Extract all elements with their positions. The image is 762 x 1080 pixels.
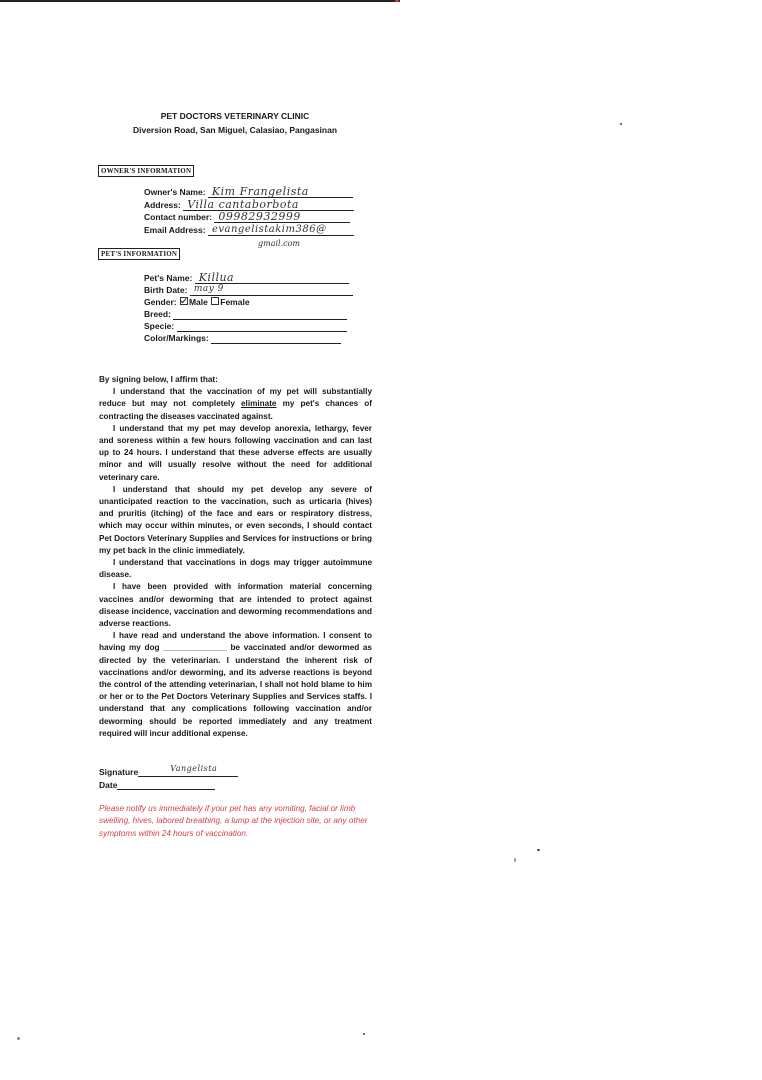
contact-field (144, 212, 350, 223)
email-field (144, 225, 354, 236)
gender-female-label: Female (220, 297, 250, 307)
scan-speck (17, 1037, 20, 1040)
affirmation-paragraph-1 (99, 386, 372, 423)
birth-date-value: may 9 (193, 284, 224, 294)
pet-name-label: Pet's Name: (144, 273, 193, 283)
p6-text-a: I have read and understand the above information. I consent to having my dog (99, 631, 372, 653)
date-line[interactable] (117, 780, 215, 790)
birth-date-field (144, 285, 353, 296)
affirmation-paragraph-2: I understand that my pet may develop anorexia, lethargy, fever and soreness within a few hours following vaccination and can last up to 24 hours. I understand that these adverse effects are usually minor and will usually resolve without the need for additional veterinary care. (99, 423, 372, 482)
affirmation-paragraph-3: I understand that should my pet develop any severe of unanticipated reaction to the vaccination, such as urticaria (hives) and pruritis (itching) of the face and ears or respiratory distress, which may occur within minutes, or even seconds, I should contact Pet Doctors Veterinary Supplies and Services for instructions or bring my pet back in the clinic immediately. (99, 484, 372, 555)
contact-value: 09982932999 (218, 210, 301, 223)
clinic-address: Diversion Road, San Miguel, Calasiao, Pangasinan (132, 125, 338, 135)
specie-line[interactable] (177, 322, 347, 332)
specie-label: Specie: (144, 321, 175, 331)
pet-name-value: Killua (198, 271, 235, 284)
owner-name-label: Owner's Name: (144, 187, 206, 197)
address-value: Villa cantaborbota (187, 198, 299, 211)
affirmation-body (99, 374, 372, 740)
p1-text-b: my pet's chances of contracting the diseases vaccinated against. (99, 399, 373, 421)
signature-line[interactable] (138, 764, 238, 777)
affirmation-paragraph-5: I have been provided with information material concerning vaccines and/or deworming that are intended to protect against disease incidence, vaccination and deworming recommendations and adverse reactions. (99, 582, 372, 629)
signature-value: Vangelista (170, 764, 218, 773)
p1-emphasis: eliminate (240, 399, 277, 409)
gender-male-checkbox[interactable] (180, 297, 188, 305)
pet-name-line[interactable] (195, 271, 349, 284)
email-value-extra: gmail.com (258, 239, 301, 248)
contact-label: Contact number: (144, 212, 212, 222)
owner-name-value: Kim Frangelista (211, 185, 309, 198)
gender-male-label: Male (188, 297, 208, 307)
breed-field (144, 309, 347, 320)
pet-name-field (144, 273, 349, 284)
affirmation-paragraph-6 (99, 630, 372, 740)
email-value: evangelistakim386@ (211, 224, 327, 235)
post-vaccination-notice: Please notify us immediately if your pet has any vomiting, facial or limb swelling, hives, labored breathing, a lump at the injection site, or any other symptoms within 24 hours of vaccination. (99, 804, 368, 838)
date-label: Date (99, 780, 118, 790)
gender-field (144, 297, 250, 307)
affirmation-intro: By signing below, I affirm that: (99, 375, 218, 384)
affirmation-paragraph-4: I understand that vaccinations in dogs may trigger autoimmune disease. (99, 558, 372, 580)
address-label: Address: (144, 200, 181, 210)
specie-field (144, 321, 347, 332)
contact-line[interactable] (214, 210, 350, 223)
breed-line[interactable] (173, 310, 347, 320)
color-label: Color/Markings: (144, 333, 209, 343)
p6-text-b: be vaccinated and/or dewormed as directed by the veterinarian. I understand the inherent risk of vaccinations and/or deworming, and its adverse reactions is beyond the control of the attending veterinarian, I shall not hold blame to him or her or to the Pet Doctors Veterinary Supplies and Services staffs. I understand that any complications following vaccination and/or deworming should be reported immediately and any treatment required will incur additional expense. (99, 643, 372, 738)
gender-label: Gender: (144, 297, 177, 307)
pet-section-heading: PET'S INFORMATION (98, 248, 180, 260)
p1-text-a: I understand that the vaccination of my pet will substantially reduce but may not completely (99, 387, 372, 409)
scan-speck (514, 858, 516, 862)
owner-name-field (144, 187, 353, 198)
birth-date-label: Birth Date: (144, 285, 188, 295)
scan-speck (363, 1033, 365, 1035)
breed-label: Breed: (144, 309, 171, 319)
color-field (144, 333, 341, 344)
owner-section-heading: OWNER'S INFORMATION (98, 165, 194, 177)
gender-female-checkbox[interactable] (211, 297, 219, 305)
scan-speck (620, 123, 622, 125)
email-line[interactable] (208, 226, 354, 236)
signature-field (99, 764, 238, 777)
color-line[interactable] (211, 334, 341, 344)
clinic-name: PET DOCTORS VETERINARY CLINIC (160, 111, 310, 121)
email-label: Email Address: (144, 225, 206, 235)
dog-name-blank[interactable]: ______________ (163, 643, 227, 653)
birth-date-line[interactable] (190, 286, 353, 296)
signature-label: Signature (99, 767, 139, 777)
date-field (99, 780, 215, 790)
owner-name-line[interactable] (208, 185, 353, 198)
scan-speck (537, 849, 540, 851)
